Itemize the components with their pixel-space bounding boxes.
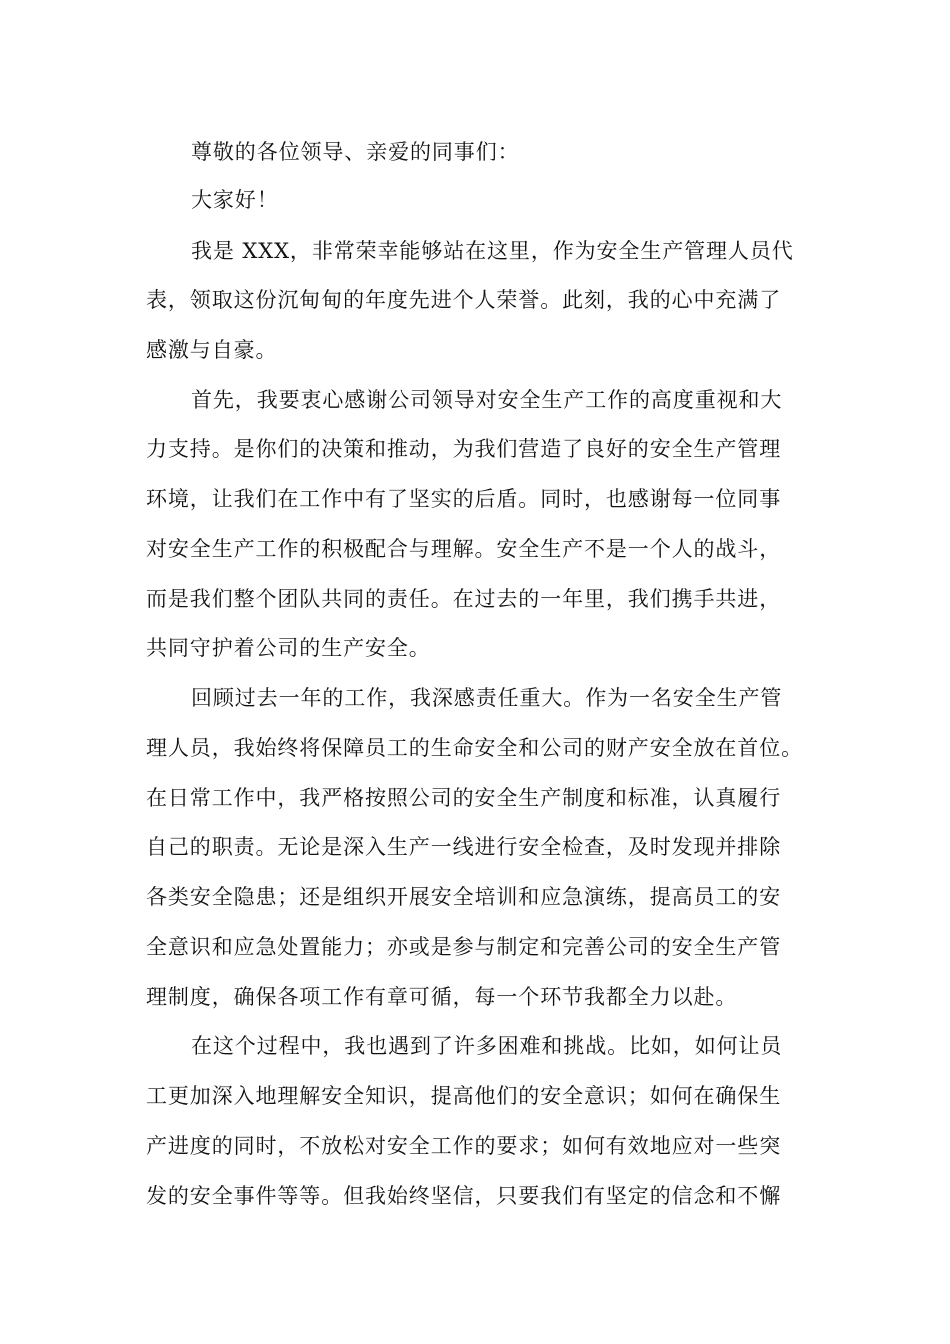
paragraph-line: 工更加深入地理解安全知识，提高他们的安全意识；如何在确保生 (146, 1084, 782, 1108)
paragraph-line: 自己的职责。无论是深入生产一线进行安全检查，及时发现并排除 (146, 835, 782, 859)
paragraph-line: 我是 XXX，非常荣幸能够站在这里，作为安全生产管理人员代 (191, 239, 794, 263)
greeting: 大家好！ (191, 188, 279, 212)
salutation: 尊敬的各位领导、亲爱的同事们： (191, 140, 520, 164)
paragraph-line: 表，领取这份沉甸甸的年度先进个人荣誉。此刻，我的心中充满了 (146, 288, 782, 312)
paragraph-line: 发的安全事件等等。但我始终坚信，只要我们有坚定的信念和不懈 (146, 1184, 782, 1208)
paragraph-line: 回顾过去一年的工作，我深感责任重大。作为一名安全生产管 (191, 686, 783, 710)
paragraph-line: 首先，我要衷心感谢公司领导对安全生产工作的高度重视和大 (191, 388, 783, 412)
paragraph-line: 在这个过程中，我也遇到了许多困难和挑战。比如，如何让员 (191, 1034, 783, 1058)
paragraph-line: 理制度，确保各项工作有章可循，每一个环节我都全力以赴。 (146, 985, 738, 1009)
paragraph-line: 在日常工作中，我严格按照公司的安全生产制度和标准，认真履行 (146, 786, 782, 810)
paragraph-line: 产进度的同时，不放松对安全工作的要求；如何有效地应对一些突 (146, 1134, 782, 1158)
paragraph-line: 而是我们整个团队共同的责任。在过去的一年里，我们携手共进， (146, 587, 782, 611)
paragraph-line: 共同守护着公司的生产安全。 (146, 636, 431, 660)
paragraph-line: 各类安全隐患；还是组织开展安全培训和应急演练，提高员工的安 (146, 885, 782, 909)
paragraph-line: 全意识和应急处置能力；亦或是参与制定和完善公司的安全生产管 (146, 935, 782, 959)
paragraph-line: 理人员，我始终将保障员工的生命安全和公司的财产安全放在首位。 (146, 736, 803, 760)
paragraph-line: 对安全生产工作的积极配合与理解。安全生产不是一个人的战斗， (146, 537, 782, 561)
paragraph-line: 力支持。是你们的决策和推动，为我们营造了良好的安全生产管理 (146, 437, 782, 461)
paragraph-line: 环境，让我们在工作中有了坚实的后盾。同时，也感谢每一位同事 (146, 487, 782, 511)
paragraph-line: 感激与自豪。 (146, 338, 278, 362)
